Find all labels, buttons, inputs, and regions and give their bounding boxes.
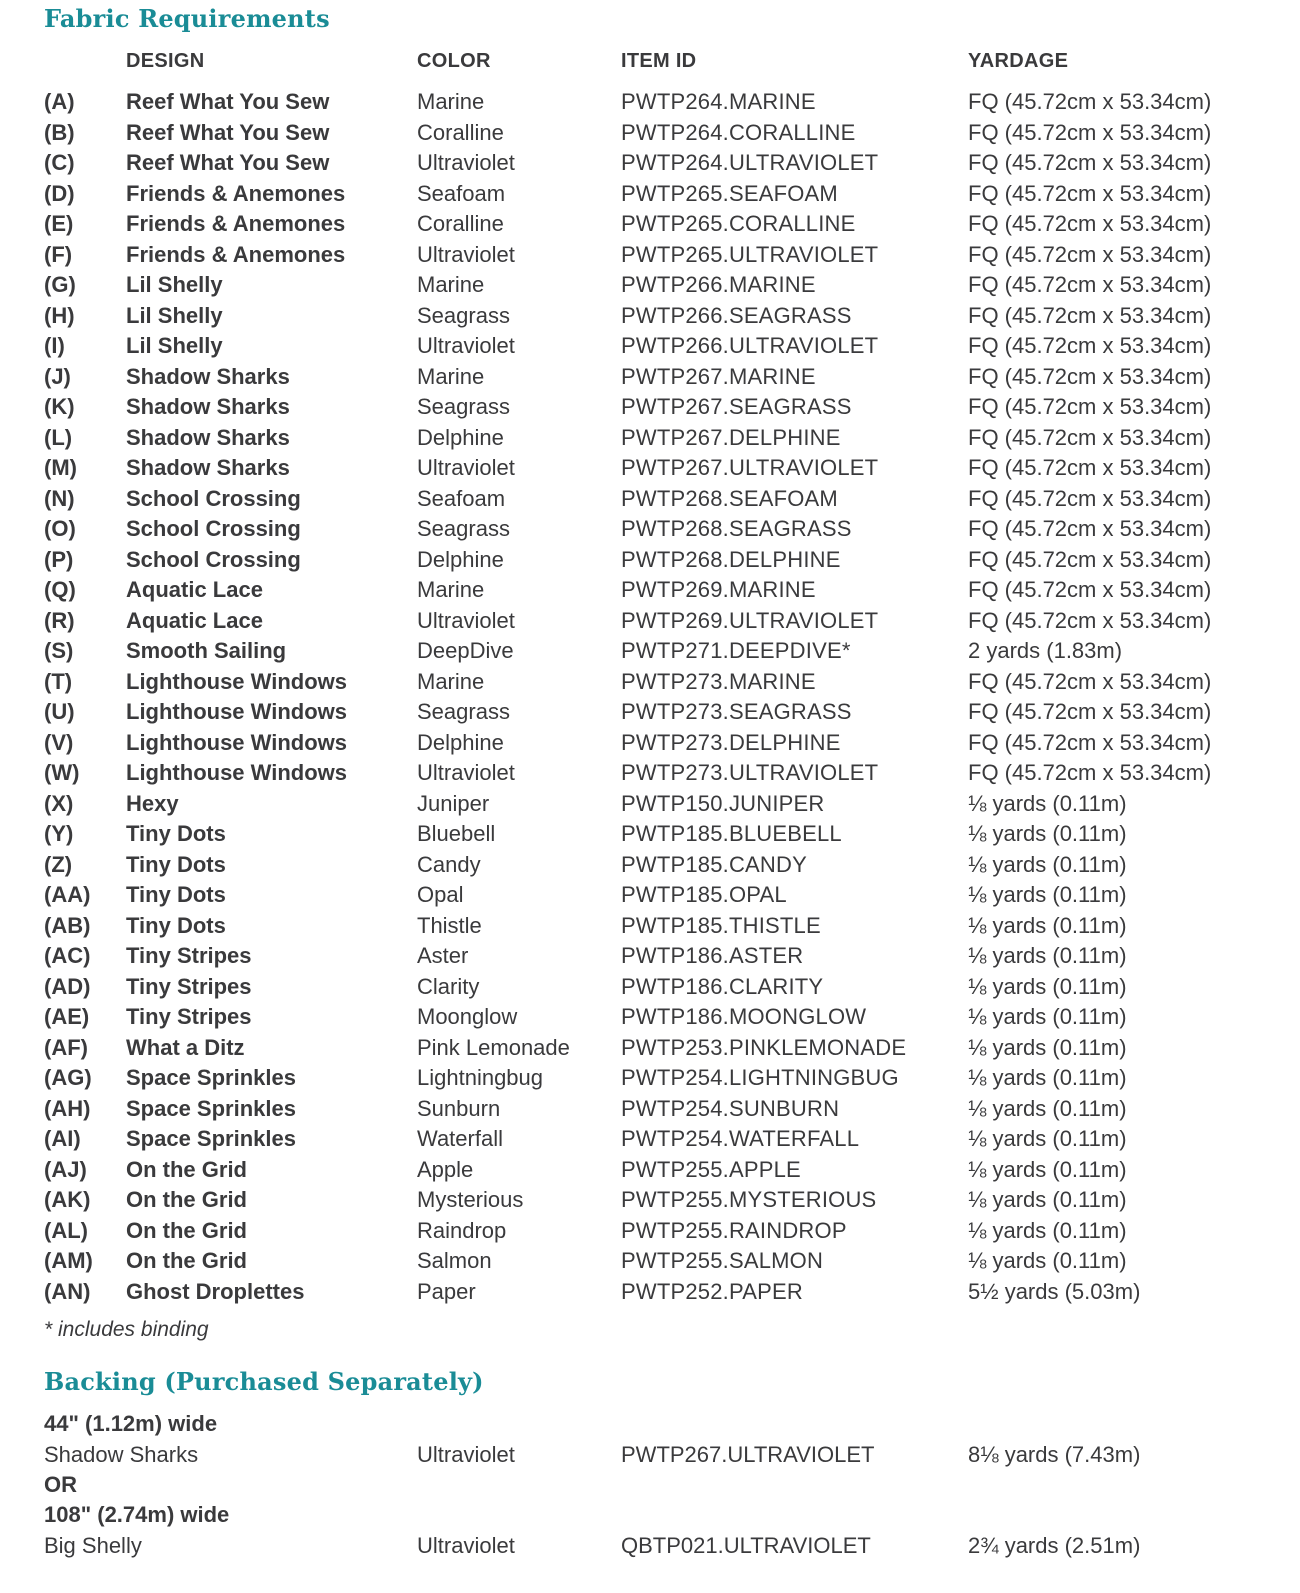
row-item-id: PWTP253.PINKLEMONADE [621,1034,907,1060]
row-item-id: PWTP255.RAINDROP [621,1217,847,1243]
row-code: (F) [44,241,73,267]
backing-yardage: 8⅛ yards (7.43m) [968,1442,1141,1467]
table-row [0,1246,1300,1277]
row-yardage: ⅛ yards (0.11m) [968,882,1127,907]
row-code: (AC) [44,943,91,968]
row-yardage: FQ (45.72cm x 53.34cm) [968,211,1212,236]
row-code: (W) [44,760,80,785]
table-row [0,1033,1300,1064]
table-row [0,880,1300,911]
table-row [0,87,1300,118]
row-color: Aster [417,943,469,968]
row-yardage: 5½ yards (5.03m) [968,1278,1141,1304]
row-color: Candy [417,851,481,877]
row-yardage: FQ (45.72cm x 53.34cm) [968,455,1212,480]
table-row [0,819,1300,850]
row-code: (AD) [44,973,91,999]
row-item-id: PWTP265.CORALLINE [621,211,856,236]
row-code: (O) [44,516,76,541]
row-item-id: PWTP271.DEEPDIVE* [621,638,851,663]
table-row [0,1124,1300,1155]
row-yardage: FQ (45.72cm x 53.34cm) [968,577,1212,602]
row-item-id: PWTP268.DELPHINE [621,546,841,572]
table-row [0,118,1300,149]
row-color: Paper [417,1278,476,1304]
row-code: (S) [44,638,74,663]
table-row [0,301,1300,332]
row-code: (AE) [44,1004,90,1029]
row-design: Lighthouse Windows [126,699,347,724]
row-color: Clarity [417,973,480,999]
table-row [0,453,1300,484]
table-row [0,1216,1300,1247]
table-row [0,789,1300,820]
backing-design: Big Shelly [44,1533,142,1558]
header-color: COLOR [417,50,491,72]
row-yardage: ⅛ yards (0.11m) [968,821,1127,846]
row-color: Seafoam [417,180,506,206]
row-code: (U) [44,699,75,724]
row-color: Salmon [417,1248,492,1273]
table-row [0,514,1300,545]
row-color: Marine [417,363,485,389]
row-code: (Q) [44,577,76,602]
row-design: Aquatic Lace [126,607,263,633]
row-design: Hexy [126,790,179,816]
row-code: (I) [44,333,65,358]
row-design: On the Grid [126,1217,247,1243]
row-code: (AF) [44,1034,88,1060]
header-yardage: YARDAGE [968,50,1069,72]
row-item-id: PWTP266.MARINE [621,272,816,297]
row-code: (A) [44,89,75,114]
row-color: Moonglow [417,1004,518,1029]
row-code: (B) [44,119,75,145]
row-design: On the Grid [126,1156,247,1182]
backing-or [0,1470,1300,1500]
row-color: Opal [417,882,464,907]
backing-width-label: 44" (1.12m) wide [44,1411,218,1436]
row-color: Apple [417,1156,474,1182]
row-design: School Crossing [126,516,301,541]
row-design: What a Ditz [126,1034,245,1060]
row-design: Lighthouse Windows [126,760,347,785]
row-item-id: PWTP266.SEAGRASS [621,302,852,328]
row-item-id: PWTP267.DELPHINE [621,424,841,450]
row-item-id: PWTP269.MARINE [621,577,816,602]
row-code: (AH) [44,1095,91,1121]
row-code: (C) [44,150,75,175]
row-yardage: ⅛ yards (0.11m) [968,1095,1127,1121]
row-yardage: ⅛ yards (0.11m) [968,912,1127,938]
row-yardage: FQ (45.72cm x 53.34cm) [968,760,1212,785]
row-code: (AK) [44,1187,91,1212]
row-design: Lil Shelly [126,272,223,297]
row-color: Pink Lemonade [417,1034,570,1060]
row-code: (T) [44,668,73,694]
row-design: Aquatic Lace [126,577,263,602]
binding-footnote: * includes binding [44,1318,209,1341]
backing-option1-row [0,1440,1300,1470]
row-color: Ultraviolet [417,607,515,633]
row-code: (Z) [44,851,73,877]
table-row [0,148,1300,179]
row-yardage: ⅛ yards (0.11m) [968,1126,1127,1151]
row-item-id: PWTP269.ULTRAVIOLET [621,607,879,633]
row-yardage: ⅛ yards (0.11m) [968,790,1127,816]
table-row [0,758,1300,789]
row-color: Seagrass [417,394,510,419]
row-color: Delphine [417,546,504,572]
row-code: (AB) [44,912,91,938]
row-item-id: PWTP273.ULTRAVIOLET [621,760,879,785]
table-row [0,179,1300,210]
table-row [0,1002,1300,1033]
row-design: Smooth Sailing [126,638,287,663]
table-row [0,331,1300,362]
row-color: Sunburn [417,1095,501,1121]
row-yardage: FQ (45.72cm x 53.34cm) [968,272,1212,297]
row-code: (AN) [44,1278,91,1304]
row-color: Delphine [417,424,504,450]
backing-color: Ultraviolet [417,1533,515,1558]
table-row [0,911,1300,942]
backing-item-id: QBTP021.ULTRAVIOLET [621,1533,871,1558]
table-row [0,1277,1300,1308]
row-color: Coralline [417,211,504,236]
row-item-id: PWTP150.JUNIPER [621,790,825,816]
row-item-id: PWTP268.SEAGRASS [621,516,852,541]
row-item-id: PWTP185.OPAL [621,882,787,907]
row-code: (V) [44,729,74,755]
row-color: Seafoam [417,485,506,511]
row-design: On the Grid [126,1248,247,1273]
row-design: Shadow Sharks [126,363,290,389]
row-yardage: FQ (45.72cm x 53.34cm) [968,119,1212,145]
row-color: Marine [417,272,485,297]
row-code: (J) [44,363,71,389]
row-item-id: PWTP267.ULTRAVIOLET [621,455,879,480]
row-item-id: PWTP273.SEAGRASS [621,699,852,724]
backing-width-label: 108" (2.74m) wide [44,1502,230,1527]
row-yardage: ⅛ yards (0.11m) [968,1187,1127,1212]
row-code: (AL) [44,1217,88,1243]
row-yardage: FQ (45.72cm x 53.34cm) [968,241,1212,267]
row-color: Thistle [417,912,482,938]
table-row [0,362,1300,393]
row-design: Shadow Sharks [126,394,290,419]
table-row [0,240,1300,271]
row-item-id: PWTP186.ASTER [621,943,804,968]
row-yardage: FQ (45.72cm x 53.34cm) [968,302,1212,328]
row-item-id: PWTP267.SEAGRASS [621,394,852,419]
row-code: (AI) [44,1126,81,1151]
row-yardage: FQ (45.72cm x 53.34cm) [968,150,1212,175]
row-color: Marine [417,577,485,602]
row-item-id: PWTP254.LIGHTNINGBUG [621,1065,899,1090]
table-row [0,728,1300,759]
row-design: Reef What You Sew [126,89,330,114]
row-yardage: FQ (45.72cm x 53.34cm) [968,699,1212,724]
table-row [0,1185,1300,1216]
row-yardage: FQ (45.72cm x 53.34cm) [968,485,1212,511]
row-code: (Y) [44,821,74,846]
row-yardage: FQ (45.72cm x 53.34cm) [968,424,1212,450]
table-row [0,392,1300,423]
row-yardage: 2 yards (1.83m) [968,638,1123,663]
table-row [0,667,1300,698]
row-item-id: PWTP186.CLARITY [621,973,824,999]
row-code: (M) [44,455,77,480]
row-design: Lil Shelly [126,333,223,358]
row-item-id: PWTP265.ULTRAVIOLET [621,241,879,267]
row-yardage: FQ (45.72cm x 53.34cm) [968,180,1212,206]
row-item-id: PWTP252.PAPER [621,1278,803,1304]
row-design: School Crossing [126,546,301,572]
row-color: Ultraviolet [417,150,515,175]
row-color: Waterfall [417,1126,503,1151]
row-color: Seagrass [417,302,510,328]
row-design: Friends & Anemones [126,211,346,236]
row-item-id: PWTP266.ULTRAVIOLET [621,333,879,358]
row-item-id: PWTP186.MOONGLOW [621,1004,867,1029]
fabric-table [0,87,1300,1307]
row-item-id: PWTP265.SEAFOAM [621,180,838,206]
row-design: Tiny Stripes [126,943,252,968]
row-code: (X) [44,790,74,816]
table-row [0,209,1300,240]
row-design: Friends & Anemones [126,241,346,267]
row-color: Ultraviolet [417,333,515,358]
or-label: OR [44,1472,77,1497]
table-row [0,972,1300,1003]
row-code: (K) [44,394,75,419]
row-code: (H) [44,302,75,328]
row-design: Tiny Stripes [126,1004,252,1029]
row-design: School Crossing [126,485,301,511]
table-row [0,850,1300,881]
row-design: Tiny Dots [126,882,226,907]
row-code: (D) [44,180,75,206]
row-yardage: ⅛ yards (0.11m) [968,1065,1127,1090]
row-color: Marine [417,668,485,694]
row-color: Juniper [417,790,490,816]
backing-option2-row [0,1531,1300,1561]
row-code: (G) [44,272,76,297]
row-yardage: ⅛ yards (0.11m) [968,851,1127,877]
fabric-requirements-title: Fabric Requirements [44,4,330,33]
row-design: Space Sprinkles [126,1126,296,1151]
backing-option2-label [0,1500,1300,1530]
header-design: DESIGN [126,50,205,72]
row-color: Ultraviolet [417,241,515,267]
row-yardage: ⅛ yards (0.11m) [968,943,1127,968]
row-yardage: FQ (45.72cm x 53.34cm) [968,668,1212,694]
backing-item-id: PWTP267.ULTRAVIOLET [621,1442,875,1467]
row-design: Tiny Dots [126,851,226,877]
row-design: Tiny Dots [126,821,226,846]
backing-design: Shadow Sharks [44,1442,199,1467]
row-color: Lightningbug [417,1065,544,1090]
table-row [0,270,1300,301]
backing-title: Backing (Purchased Separately) [44,1367,484,1396]
row-color: Seagrass [417,699,510,724]
row-item-id: PWTP254.WATERFALL [621,1126,860,1151]
row-item-id: PWTP185.THISTLE [621,912,821,938]
table-row [0,484,1300,515]
backing-yardage: 2¾ yards (2.51m) [968,1533,1141,1558]
row-design: On the Grid [126,1187,247,1212]
table-row [0,697,1300,728]
row-item-id: PWTP264.ULTRAVIOLET [621,150,879,175]
row-color: Bluebell [417,821,496,846]
row-design: Space Sprinkles [126,1095,296,1121]
row-yardage: FQ (45.72cm x 53.34cm) [968,333,1212,358]
row-design: Lil Shelly [126,302,223,328]
row-yardage: FQ (45.72cm x 53.34cm) [968,89,1212,114]
table-row [0,606,1300,637]
row-code: (AG) [44,1065,92,1090]
row-color: Ultraviolet [417,455,515,480]
row-yardage: ⅛ yards (0.11m) [968,1034,1127,1060]
row-item-id: PWTP264.CORALLINE [621,119,856,145]
backing-color: Ultraviolet [417,1442,515,1467]
row-item-id: PWTP255.SALMON [621,1248,824,1273]
table-row [0,1063,1300,1094]
row-item-id: PWTP268.SEAFOAM [621,485,838,511]
row-item-id: PWTP255.MYSTERIOUS [621,1187,877,1212]
table-row [0,423,1300,454]
row-item-id: PWTP255.APPLE [621,1156,801,1182]
row-design: Reef What You Sew [126,150,330,175]
header-item-id: ITEM ID [621,50,697,72]
row-design: Reef What You Sew [126,119,330,145]
row-code: (AA) [44,882,91,907]
row-code: (L) [44,424,73,450]
table-row [0,636,1300,667]
row-code: (E) [44,211,74,236]
row-item-id: PWTP264.MARINE [621,89,816,114]
row-code: (P) [44,546,74,572]
table-row [0,1094,1300,1125]
row-color: Ultraviolet [417,760,515,785]
row-code: (R) [44,607,75,633]
row-item-id: PWTP273.DELPHINE [621,729,841,755]
row-code: (N) [44,485,75,511]
row-color: Marine [417,89,485,114]
row-design: Space Sprinkles [126,1065,296,1090]
table-row [0,545,1300,576]
row-design: Tiny Stripes [126,973,252,999]
row-item-id: PWTP273.MARINE [621,668,816,694]
row-yardage: ⅛ yards (0.11m) [968,1004,1127,1029]
row-yardage: FQ (45.72cm x 53.34cm) [968,729,1212,755]
row-color: Delphine [417,729,504,755]
row-design: Lighthouse Windows [126,729,347,755]
table-row [0,941,1300,972]
row-yardage: ⅛ yards (0.11m) [968,1217,1127,1243]
backing-option1-label [0,1409,1300,1439]
row-yardage: ⅛ yards (0.11m) [968,1156,1127,1182]
row-yardage: FQ (45.72cm x 53.34cm) [968,516,1212,541]
row-yardage: FQ (45.72cm x 53.34cm) [968,394,1212,419]
row-code: (AJ) [44,1156,87,1182]
row-color: Raindrop [417,1217,507,1243]
row-color: Mysterious [417,1187,524,1212]
row-yardage: FQ (45.72cm x 53.34cm) [968,363,1212,389]
row-item-id: PWTP185.CANDY [621,851,807,877]
row-design: Tiny Dots [126,912,226,938]
row-design: Shadow Sharks [126,455,290,480]
row-design: Ghost Droplettes [126,1278,305,1304]
row-item-id: PWTP185.BLUEBELL [621,821,842,846]
row-color: DeepDive [417,638,514,663]
row-yardage: ⅛ yards (0.11m) [968,1248,1127,1273]
row-yardage: ⅛ yards (0.11m) [968,973,1127,999]
row-item-id: PWTP267.MARINE [621,363,816,389]
row-design: Lighthouse Windows [126,668,347,694]
row-color: Coralline [417,119,504,145]
row-design: Friends & Anemones [126,180,346,206]
row-yardage: FQ (45.72cm x 53.34cm) [968,546,1212,572]
table-row [0,1155,1300,1186]
row-yardage: FQ (45.72cm x 53.34cm) [968,607,1212,633]
table-row [0,575,1300,606]
row-color: Seagrass [417,516,510,541]
row-design: Shadow Sharks [126,424,290,450]
row-item-id: PWTP254.SUNBURN [621,1095,840,1121]
row-code: (AM) [44,1248,93,1273]
